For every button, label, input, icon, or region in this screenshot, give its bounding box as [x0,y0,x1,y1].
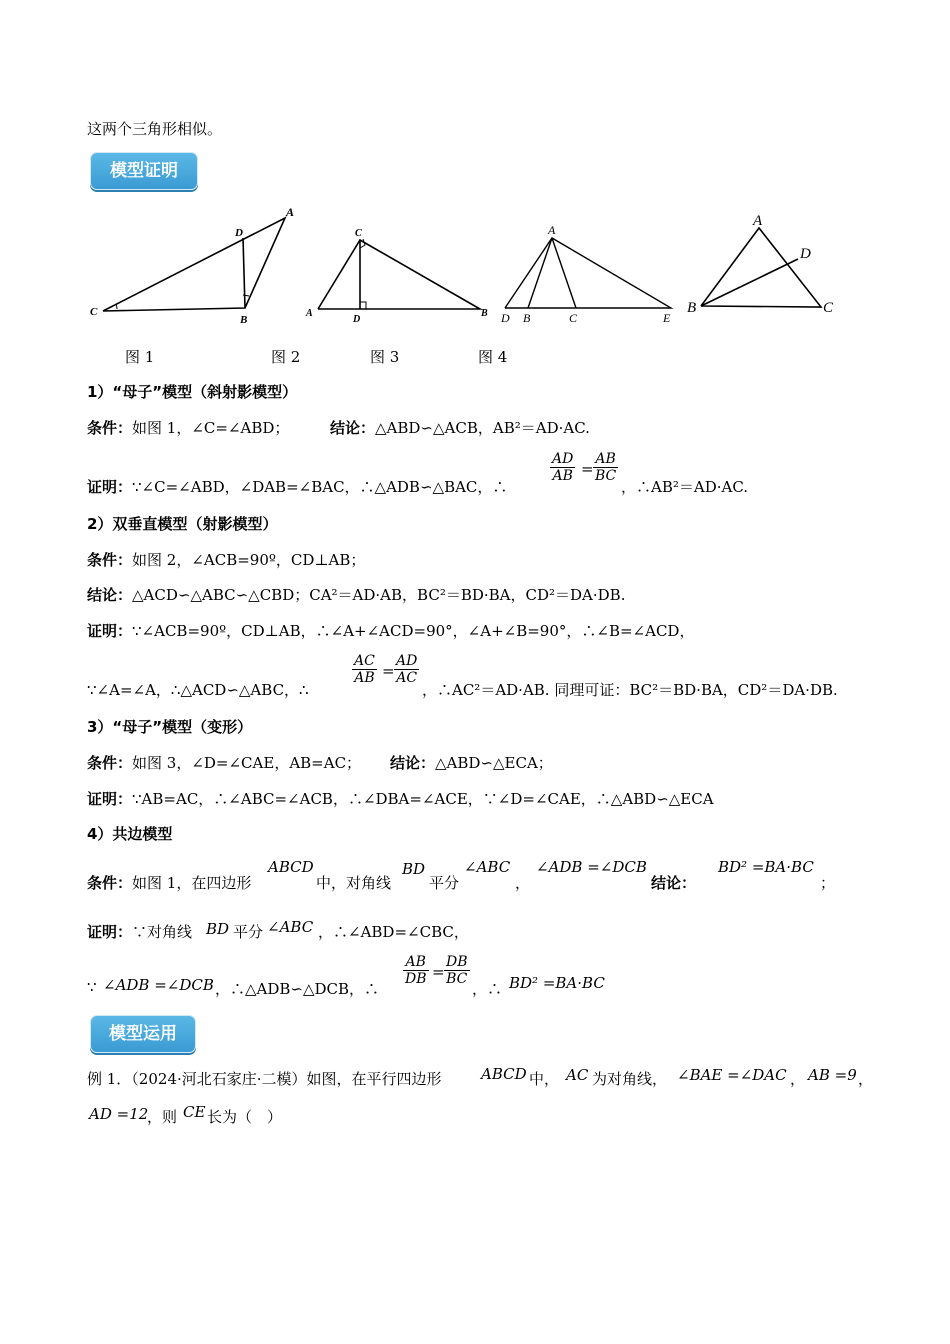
section-badge-proof: 模型证明 [90,152,198,190]
math-bd: BD [402,860,426,878]
math-angle-abc: ∠ABC [464,858,511,876]
label-D: D [235,227,243,239]
section-4-title: 4）共边模型 [87,825,173,843]
denominator: AB [552,468,573,484]
section-2-title: 2）双垂直模型（射影模型） [87,515,278,533]
label-C: C [90,306,98,318]
proof-text: ，∴△ADB∽△DCB，∴ [215,980,380,998]
caption-fig3: 图 3 [370,348,400,366]
math-angle-adb-dcb: ∠ADB =∠DCB [103,976,214,994]
math-ad-12: AD =12 [89,1105,149,1123]
label-A: A [548,223,556,237]
fraction-ab-db [403,954,429,987]
label-D: D [501,311,510,325]
example-text-g: 长为（ ） [207,1108,283,1126]
proof-text: ∵AB=AC，∴∠ABC=∠ACB，∴∠DBA=∠ACE，∵∠D=∠CAE，∴△ABD∽△ECA [132,790,714,808]
concl-label: 结论： [390,754,436,772]
s1-conclusion-line [330,417,590,438]
fraction-ac-ab [352,653,377,686]
cond-text: 如图 1，在四边形 [132,874,252,892]
s4-proof-line-2: ∵ [87,978,97,996]
proof-text: ∵∠ACB=90º，CD⊥AB，∴∠A+∠ACD=90°，∠A+∠B=90°，∴∠B=∠ACD， [132,622,695,640]
math-ac: AC [566,1066,589,1084]
numerator: AC [354,653,375,669]
equals-sign: = [432,963,445,981]
concl-text: △ABD∽△ECA； [435,754,553,772]
fraction-ab-bc [593,451,618,484]
cond-label: 条件： [87,551,133,569]
numerator: AD [396,653,418,669]
denominator: DB [405,971,427,987]
math-angle-adb-dcb: ∠ADB =∠DCB [536,858,647,876]
math-abcd: ABCD [481,1065,527,1083]
s2-proof-line-1 [87,620,694,641]
label-D: D [800,246,811,262]
label-A: A [753,213,763,229]
cond-text-c: 平分 [429,874,460,892]
concl-label: 结论： [330,419,376,437]
proof-label: 证明： [87,478,133,496]
equals-sign: = [581,460,594,478]
proof-text: ，∴∠ABD=∠CBC， [318,923,469,941]
cond-text: 如图 2，∠ACB=90º，CD⊥AB； [132,551,366,569]
s3-proof-line [87,788,714,809]
fraction-ad-ac [394,653,419,686]
proof-end: ，∴AC²＝AD·AB. 同理可证：BC²＝BD·BA，CD²＝DA·DB. [422,681,838,699]
cond-label: 条件： [87,419,133,437]
s2-proof-line-2: ∵∠A=∠A，∴△ACD∽△ABC，∴ [87,681,309,699]
section-1-title: 1）“母子”模型（斜射影模型） [87,383,298,401]
s4-condition-label [87,872,251,893]
example-text-c: 为对角线， [592,1070,668,1088]
math-angle-bae-dac: ∠BAE =∠DAC [677,1066,787,1084]
s2-conclusion-line [87,584,625,605]
section-badge-apply: 模型运用 [90,1015,196,1053]
section-3-title: 3）“母子”模型（变形） [87,718,253,736]
example-text-b: 中， [529,1070,560,1088]
figure-3 [495,220,680,325]
label-A: A [306,308,313,319]
math-abcd: ABCD [268,858,314,876]
proof-text: ∵∠C=∠ABD，∠DAB=∠BAC，∴△ADB∽△BAC，∴ [132,478,508,496]
denominator: AC [396,670,418,686]
semicolon: ； [820,874,836,892]
proof-text: 平分 [233,923,264,941]
s4-conclusion-label [651,872,696,893]
denominator: AB [354,670,375,686]
concl-label: 结论： [87,586,133,604]
concl-text: △ABD∽△ACB，AB²＝AD·AC. [375,419,590,437]
denominator: BC [595,468,617,484]
math-bd: BD [206,920,230,938]
math-bd-squared: BD² =BA·BC [509,974,605,992]
math-angle-abc: ∠ABC [267,918,314,936]
s3-conclusion-line [390,752,553,773]
label-C: C [569,311,578,325]
math-ce: CE [183,1103,206,1121]
cond-label: 条件： [87,754,133,772]
example-text-f: ，则 [147,1108,178,1126]
label-C: C [823,300,834,316]
denominator: BC [446,971,468,987]
s4-proof-line-1 [87,921,192,942]
proof-label: 证明： [87,622,133,640]
numerator: DB [446,954,468,970]
label-D: D [353,314,361,325]
s3-condition-line [87,752,361,773]
label-E: E [663,311,671,325]
figure-2 [300,222,495,327]
comma: ， [790,1070,806,1088]
figure-1 [85,200,305,330]
label-B: B [687,300,697,316]
proof-label: 证明： [87,790,133,808]
label-B: B [240,314,248,326]
concl-label: 结论： [651,874,697,892]
numerator: AB [593,451,618,468]
proof-end: ，∴AB²＝AD·AC. [621,478,749,496]
equals-sign: = [382,662,395,680]
comma: ， [858,1070,874,1088]
cond-text: 如图 3，∠D=∠CAE，AB=AC； [132,754,362,772]
math-ab-9: AB =9 [808,1066,857,1084]
label-B: B [523,311,531,325]
comma: ， [515,874,531,892]
s2-condition-line [87,549,365,570]
numerator: AB [403,954,429,971]
label-C: C [355,228,362,239]
proof-text: ∵对角线 [132,923,193,941]
fraction-db-bc [444,954,470,987]
s1-proof-line [87,476,507,497]
s1-condition-line [87,417,289,438]
intro-text: 这两个三角形相似。 [87,120,223,138]
numerator: AD [552,451,574,467]
cond-text: 如图 1，∠C=∠ABD； [132,419,290,437]
proof-label: 证明： [87,923,133,941]
math-bd-squared: BD² =BA·BC [718,858,814,876]
cond-text-b: 中，对角线 [316,874,392,892]
label-A: A [286,205,295,219]
proof-text: ，∴ [472,980,503,998]
caption-fig1: 图 1 [125,348,155,366]
cond-label: 条件： [87,874,133,892]
caption-fig4: 图 4 [478,348,508,366]
figure-4 [683,208,843,323]
example-text-a: 例 1．（2024·河北石家庄·二模）如图，在平行四边形 [87,1070,442,1088]
label-B: B [481,308,488,319]
caption-fig2: 图 2 [271,348,301,366]
fraction-ad-ab [550,451,575,484]
concl-text: △ACD∽△ABC∽△CBD；CA²＝AD·AB，BC²＝BD·BA，CD²＝DA·DB. [132,586,626,604]
